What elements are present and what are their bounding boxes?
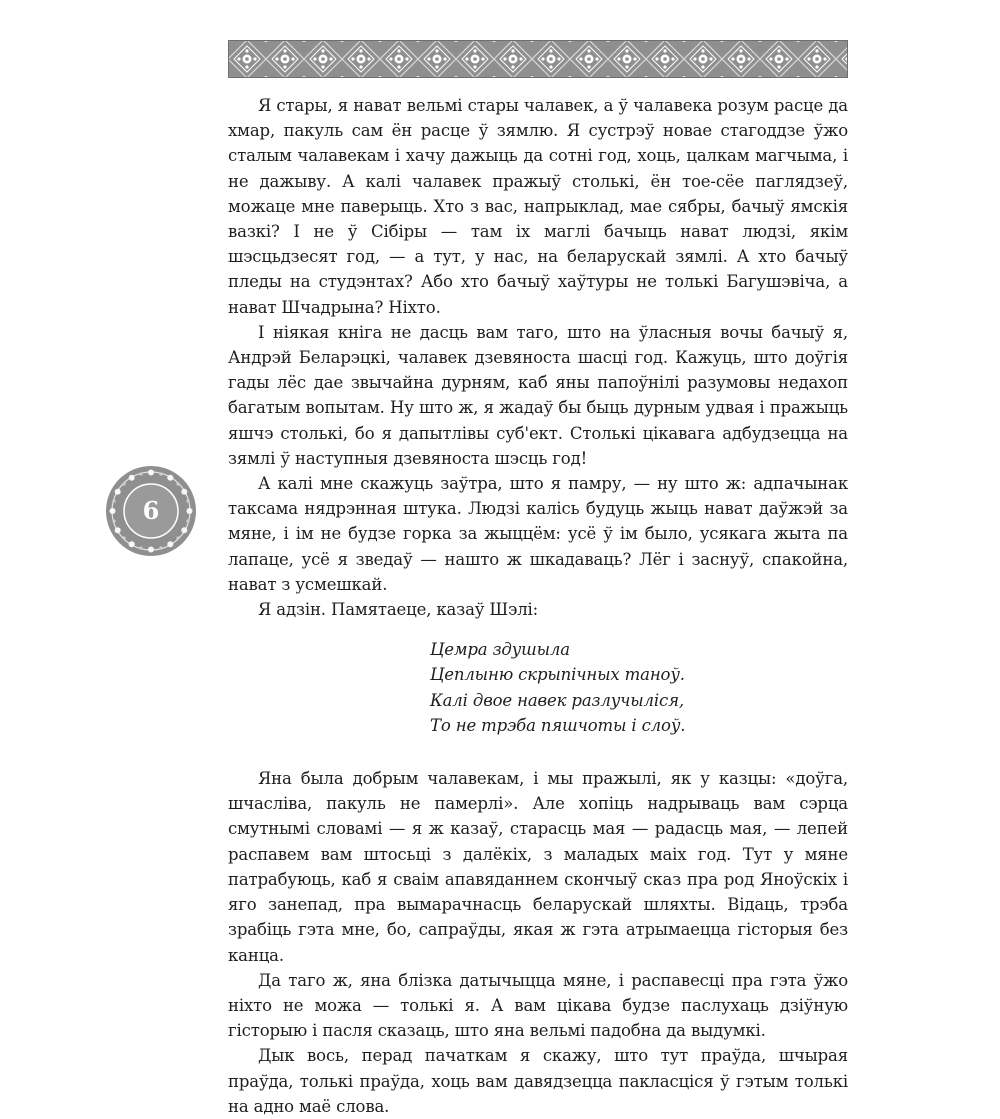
page-body (228, 93, 848, 1119)
rosette-ornament-icon (228, 40, 848, 78)
poem-line: То не трэба пяшчоты і слоў. (430, 715, 686, 735)
paragraph: А калі мне скажуць заўтра, што я памру, — ну што ж: адпачынак таксама нядрэнная штука. Людзі калісь будуць жыць нават даўжэй за мяне, і ім не будзе горка за жыццём: усё ў ім было, усякага жыта па лапаце, усё я зведаў — нашто ж шкадаваць? Лёг і заснуў, спакойна, нават з усмешкай. (228, 474, 848, 594)
paragraph: Яна была добрым чалавекам, і мы пражылі, як у казцы: «доўга, шчаслівa, пакуль не памерлі». Але хопіць надрываць вам сэрца смутнымі словамі — я ж казаў, старасць мая — радасць мая, — лепей распавем вам штосьці з далёкіх, з маладых маіх год. Тут у мяне патрабуюць, каб я сваім апавяданнем скончыў сказ пра род Яноўскіх і яго занепад, пра вымарачнасць беларускай шляхты. Відаць, трэба зрабіць гэта мне, бо, сапраўды, якая ж гэта атрымаецца гісторыя без канца. (228, 769, 848, 965)
paragraph: І ніякая кніга не дасць вам таго, што на ўласныя вочы бачыў я, Андрэй Беларэцкі, чалавек дзевяноста шасці год. Кажуць, што доўгія гады лёс дае звычайна дурням, каб яны папоўнілі разумовы недахоп багатым вопытам. Ну што ж, я жадаў бы быць дурным удвая і пражыць яшчэ столькі, бо я дапытлівы суб'ект. Столькі цікавага адбудзецца на зямлі ў наступныя дзевяноста шэсць год! (228, 322, 848, 468)
page-number: 6 (142, 496, 160, 525)
paragraph: Да таго ж, яна блізка датычыцца мяне, і распавесці пра гэта ўжо ніхто не можа — толькі я. А вам цікава будзе паслухаць дзіўную гісторыю і пасля сказаць, што яна вельмі падобна да выдумкі. (228, 970, 848, 1041)
header-ornament-band (228, 40, 848, 78)
poem-line: Калі двое навек разлучыліся, (430, 690, 684, 710)
page-number-badge (105, 465, 197, 557)
poem-quote (430, 637, 848, 738)
paragraph: Я стары, я нават вельмі стары чалавек, а ў чалавека розум расце да хмар, пакуль сам ён расце ў зямлю. Я сустрэў новае стагоддзе ўжо сталым чалавекам і хачу дажыць да сотні год, хоць, цалкам магчыма, і не дажыву. А калі чалавек пражыў столькі, ён тое-сёе паглядзеў, можаце мне паверыць. Хто з вас, напрыклад, мае сябры, бачыў ямскія вазкі? І не ў Сібіры — там іх маглі бачыць нават людзі, якім шэсцьдзесят год, — а тут, у нас, на беларускай зямлі. А хто бачыў пледы на студэнтах? Або хто бачыў хаўтуры не толькі Багушэвіча, а нават Шчадрына? Ніхто. (228, 96, 848, 317)
paragraph: Дык вось, перад пачаткам я скажу, што тут праўда, шчырая праўда, толькі праўда, хоць вам давядзецца паклaсціся ў гэтым толькі на адно маё слова. (228, 1046, 848, 1116)
paragraph: Я адзін. Памятаеце, казаў Шэлі: (258, 600, 539, 620)
poem-line: Цемра здушыла (430, 640, 570, 660)
poem-line: Цеплыню скрыпічных таноў. (430, 665, 685, 685)
